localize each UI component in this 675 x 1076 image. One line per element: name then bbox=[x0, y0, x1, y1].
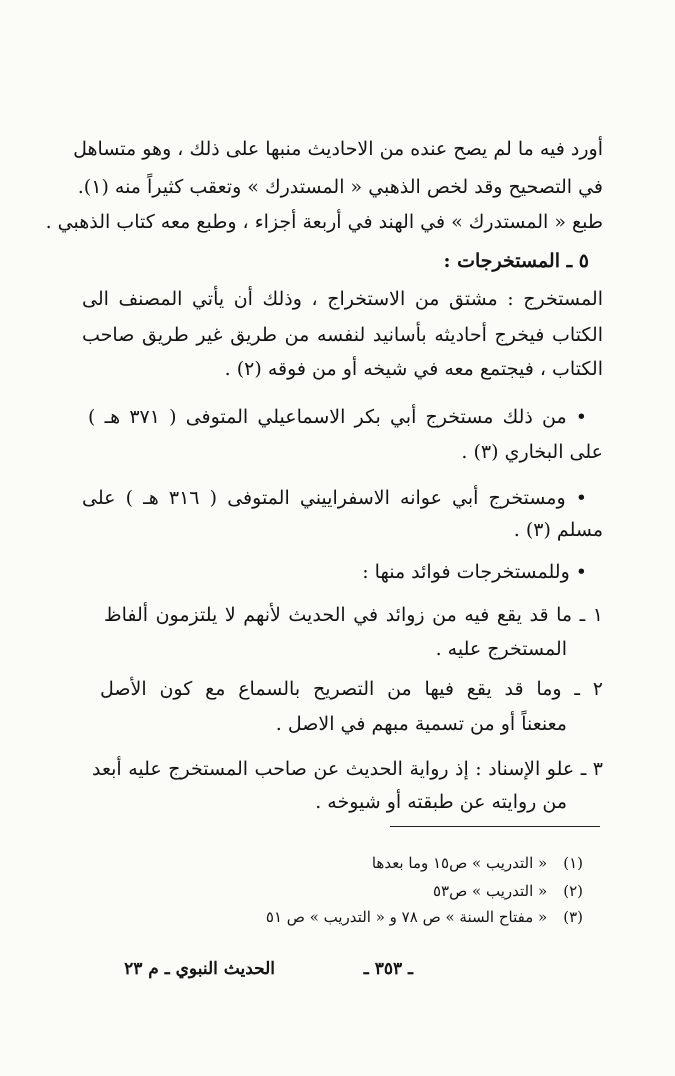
body-line: طبع « المستدرك » في الهند في أربعة أجزاء ، وطبع معه كتاب الذهبي . bbox=[45, 211, 603, 233]
list-item: ٣ ـ علو الإسناد : إذ رواية الحديث عن صاحب المستخرج عليه أبعد bbox=[92, 758, 603, 780]
body-line: الكتاب فيخرج أحاديثه بأسانيد لنفسه من طريق غير طريق صاحب bbox=[82, 324, 603, 346]
list-item-continuation: من روايته عن طبقته أو شيوخه . bbox=[315, 791, 567, 813]
body-line: مسلم (٣) . bbox=[513, 519, 603, 541]
footnote bbox=[266, 910, 583, 925]
footnote-text: « التدريب » ص١٥ وما بعدها bbox=[371, 854, 548, 872]
footnote-number: (٢) bbox=[563, 882, 583, 900]
footnote-text: « مفتاح السنة » ص ٧٨ و « التدريب » ص ٥١ bbox=[265, 908, 548, 926]
bullet-line: • وللمستخرجات فوائد منها : bbox=[362, 561, 587, 583]
footnote bbox=[433, 884, 583, 899]
footnote-number: (١) bbox=[563, 854, 583, 872]
page-number: ـ ٣٥٣ ـ bbox=[363, 959, 413, 979]
body-line: على البخاري (٣) . bbox=[461, 441, 603, 463]
list-item-continuation: معنعناً أو من تسمية مبهم في الاصل . bbox=[275, 713, 567, 735]
body-line: في التصحيح وقد لخص الذهبي « المستدرك » وتعقب كثيراً منه (١). bbox=[77, 176, 603, 198]
running-footer-title: الحديث النبوي ـ م ٢٣ bbox=[124, 959, 275, 979]
footnote-number: (٣) bbox=[563, 908, 583, 926]
footnote-separator bbox=[390, 826, 600, 827]
body-line: أورد فيه ما لم يصح عنده من الاحاديث منبها على ذلك ، وهو متساهل bbox=[73, 138, 603, 160]
body-line: الكتاب ، فيجتمع معه في شيخه أو من فوقه (٢) . bbox=[224, 358, 603, 380]
footnote-text: « التدريب » ص٥٣ bbox=[433, 882, 548, 900]
list-item-continuation: المستخرج عليه . bbox=[435, 638, 567, 660]
section-heading: ٥ ـ المستخرجات : bbox=[443, 250, 589, 272]
list-item: ١ ـ ما قد يقع فيه من زوائد في الحديث لأنهم لا يلتزمون ألفاظ bbox=[104, 604, 603, 626]
list-item: ٢ ـ وما قد يقع فيها من التصريح بالسماع مع كون الأصل bbox=[100, 678, 603, 700]
footnote bbox=[372, 856, 583, 871]
bullet-line: • من ذلك مستخرج أبي بكر الاسماعيلي المتوفى ( ٣٧١ هـ ) bbox=[88, 406, 587, 428]
body-line: المستخرج : مشتق من الاستخراج ، وذلك أن يأتي المصنف الى bbox=[82, 288, 603, 310]
bullet-line: • ومستخرج أبي عوانه الاسفراييني المتوفى ( ٣١٦ هـ ) على bbox=[82, 487, 587, 509]
